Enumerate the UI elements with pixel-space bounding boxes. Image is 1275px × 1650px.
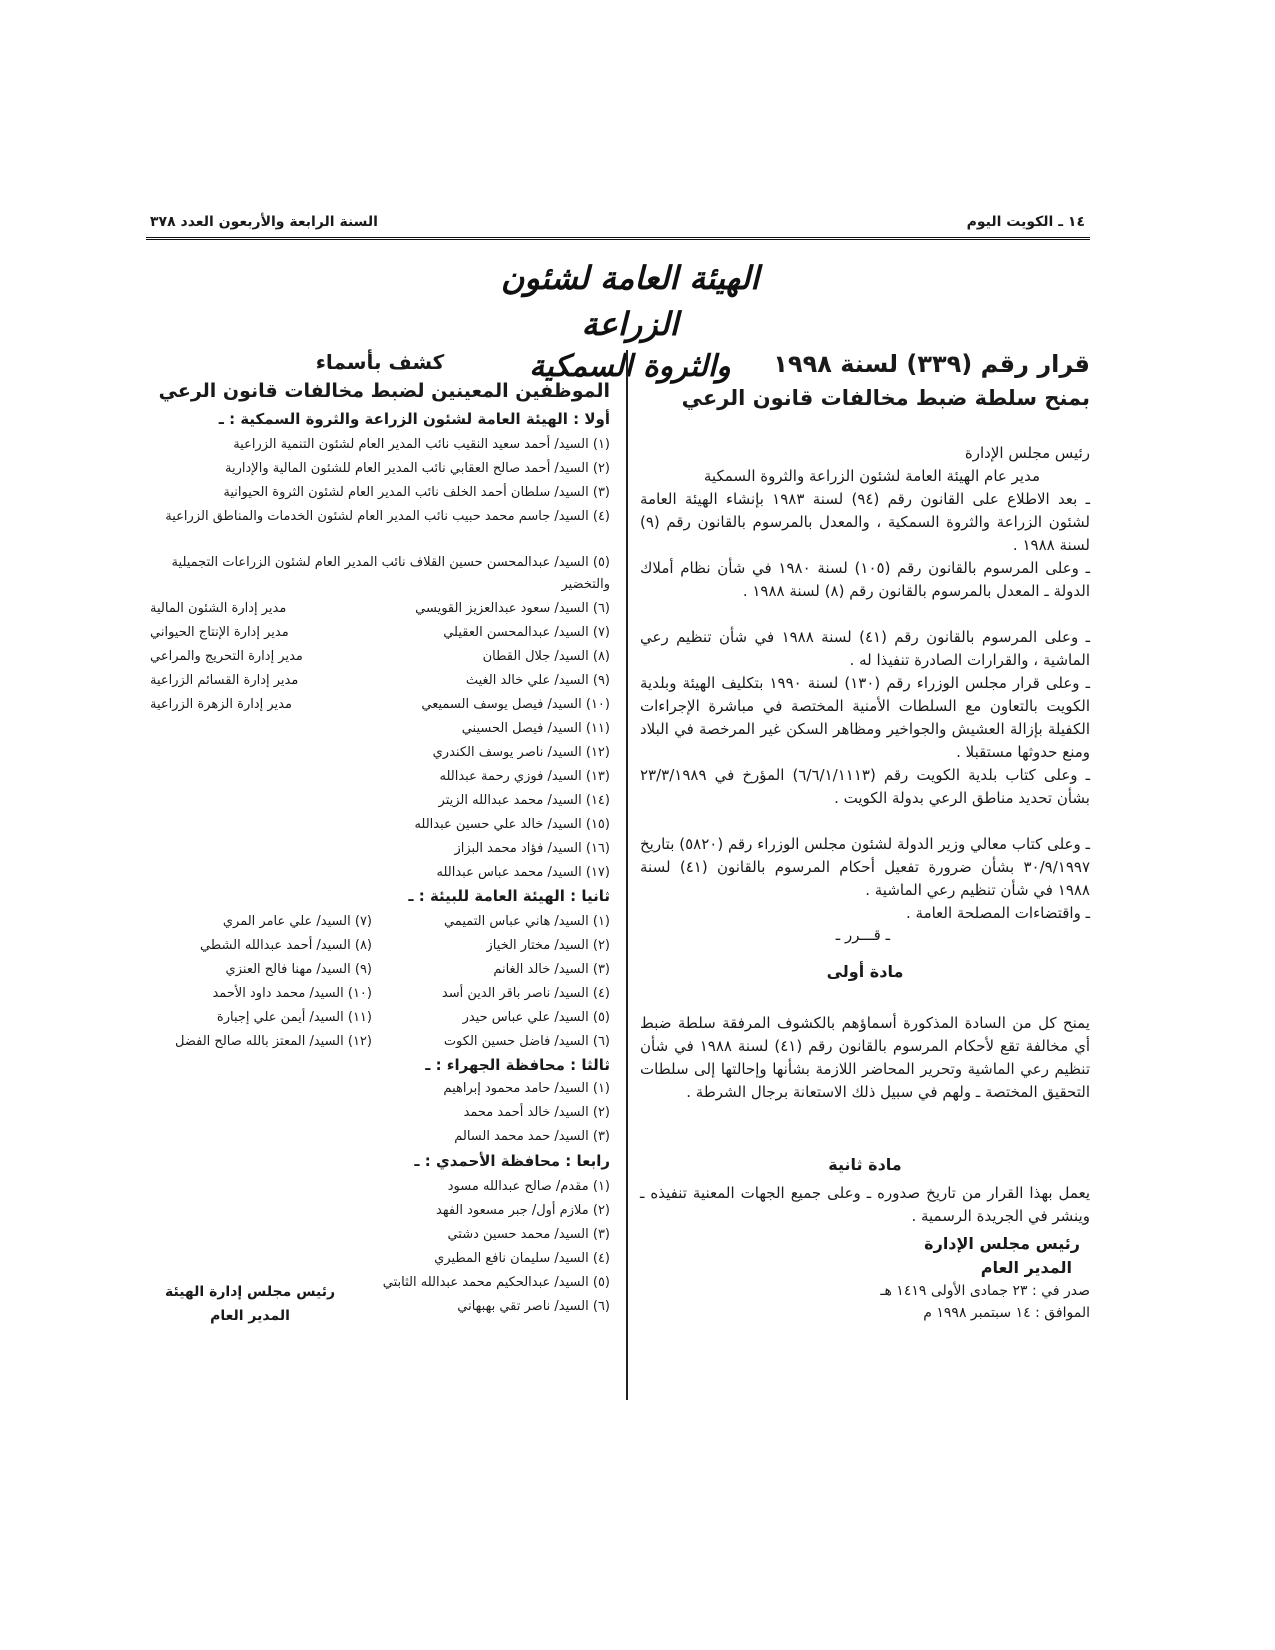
employee-name: (٨) السيد/ أحمد عبدالله الشطي [200, 938, 372, 953]
employee-name: (١٥) السيد/ خالد علي حسين عبدالله [414, 817, 610, 832]
employee-name: (٧) السيد/ عبدالمحسن العقيلي [443, 625, 610, 640]
employee-name: (٨) السيد/ جلال القطان [482, 649, 610, 664]
employee-name: (٥) السيد/ علي عباس حيدر [462, 1010, 610, 1025]
signature-title-2: المدير العام [980, 1258, 1072, 1277]
employee-name: (٢) ملازم أول/ جبر مسعود الفهد [436, 1203, 610, 1218]
employee-name: (١) السيد/ حامد محمود إبراهيم [443, 1081, 610, 1096]
employee-name: (٧) السيد/ علي عامر المري [222, 914, 372, 929]
list-item: (١) السيد/ أحمد سعيد النقيب نائب المدير العام لشئون التنمية الزراعية [233, 437, 610, 452]
issued-on: صدر في : ٢٣ جمادى الأولى ١٤١٩ هـ [880, 1283, 1090, 1299]
public-interest: ـ واقتضاءات المصلحة العامة . [906, 904, 1090, 922]
list-item: (٥) السيد/ عبدالمحسن حسين القلاف نائب المدير العام لشئون الزراعات التجميلية والتخضير [171, 555, 610, 592]
employee-name: (١٤) السيد/ محمد عبدالله الزيتر [438, 793, 610, 808]
roster-title: كشف بأسماء [315, 350, 445, 374]
corresponding-date: الموافق : ١٤ سبتمبر ١٩٩٨ م [923, 1305, 1090, 1321]
signature-title-2: المدير العام [210, 1308, 290, 1324]
issuer-line-2: مدير عام الهيئة العامة لشئون الزراعة والثروة السمكية [703, 467, 1040, 485]
employee-name: (٦) السيد/ فاضل حسين الكوت [443, 1034, 610, 1049]
employee-name: (٢) السيد/ خالد أحمد محمد [463, 1105, 610, 1120]
employee-title: مدير إدارة التحريج والمراعي [150, 649, 303, 664]
employee-name: (٣) السيد/ محمد حسين دشتي [447, 1227, 610, 1242]
employee-name: (٩) السيد/ علي خالد الغيث [465, 673, 610, 688]
header-rule [146, 237, 1090, 240]
issue-dates [640, 1280, 1090, 1324]
list-item: (٣) السيد/ سلطان أحمد الخلف نائب المدير العام لشئون الثروة الحيوانية [223, 485, 610, 500]
article-2-heading: مادة ثانية [828, 1155, 902, 1174]
column-divider [626, 350, 628, 1400]
employee-name: (٥) السيد/ عبدالحكيم محمد عبدالله الثابتي [382, 1275, 610, 1290]
decision-subtitle: بمنح سلطة ضبط مخالفات قانون الرعي [681, 386, 1090, 410]
employee-name: (٦) السيد/ سعود عبدالعزيز القويسي [415, 601, 610, 616]
employee-name: (١١) السيد/ فيصل الحسيني [461, 721, 610, 736]
employee-name: (٣) السيد/ خالد الغانم [493, 962, 610, 977]
employee-title: مدير إدارة الإنتاج الحيواني [150, 625, 289, 640]
employee-name: (١) السيد/ هاني عباس التميمي [443, 914, 610, 929]
preamble-item: ـ وعلى كتاب بلدية الكويت رقم (٦/٦/١/١١١٣) المؤرخ في ٢٣/٣/١٩٨٩ بشأن تحديد مناطق الرعي بدولة الكويت . [640, 766, 1090, 807]
employee-name: (١٠) السيد/ فيصل يوسف السميعي [421, 697, 610, 712]
employee-name: (١٦) السيد/ فؤاد محمد البزاز [454, 841, 610, 856]
issue-info: السنة الرابعة والأربعون العدد ٣٧٨ [150, 214, 378, 230]
employee-name: (١٢) السيد/ المعتز بالله صالح الفضل [175, 1034, 372, 1049]
employee-title: مدير إدارة الزهرة الزراعية [150, 697, 292, 712]
employee-name: (١٣) السيد/ فوزي رحمة عبدالله [439, 769, 610, 784]
employee-name: (٣) السيد/ حمد محمد السالم [454, 1129, 610, 1144]
employee-name: (١١) السيد/ أيمن علي إجبارة [216, 1010, 372, 1025]
signature-title-1: رئيس مجلس الإدارة [924, 1234, 1080, 1253]
employee-name: (٤) السيد/ سليمان نافع المطيري [434, 1251, 610, 1266]
list-item: (٢) السيد/ أحمد صالح العقابي نائب المدير العام للشئون المالية والإدارية [225, 461, 610, 476]
masthead-line-2: والثروة السمكية [529, 349, 731, 384]
preamble-item: ـ وعلى المرسوم بالقانون رقم (١٠٥) لسنة ١٩٨٠ في شأن نظام أملاك الدولة ـ المعدل بالمرسوم بالقانون رقم (٨) لسنة ١٩٨٨ . [640, 559, 1090, 600]
employee-title: مدير إدارة القسائم الزراعية [150, 673, 299, 688]
employee-name: (١) مقدم/ صالح عبدالله مسود [447, 1179, 610, 1194]
employee-name: (٢) السيد/ مختار الخياز [486, 938, 610, 953]
article-1-text: يمنح كل من السادة المذكورة أسماؤهم بالكشوف المرفقة سلطة ضبط أي مخالفة تقع لأحكام المرسوم بالقانون رقم (٤١) لسنة ١٩٨٨ في شأن تنظيم رعي الماشية وتحرير المحاضر اللازمة بشأنها وإحالتها إلى سلطات التحقيق المختصة ـ ولهم في سبيل ذلك الاستعانة برجال الشرطة . [640, 1014, 1090, 1101]
preamble-item: ـ وعلى كتاب معالي وزير الدولة لشئون مجلس الوزراء رقم (٥٨٢٠) بتاريخ ٣٠/٩/١٩٩٧ بشأن ضرورة تفعيل أحكام المرسوم بالقانون (٤١) لسنة ١٩٨٨ في شأن تنظيم رعي الماشية . [640, 835, 1091, 899]
article-2-text: يعمل بهذا القرار من تاريخ صدوره ـ وعلى جميع الجهات المعنية تنفيذه ـ وينشر في الجريدة الرسمية . [640, 1184, 1090, 1225]
decision-signature [640, 1232, 1090, 1280]
section-heading: ثانيا : الهيئة العامة للبيئة : ـ [408, 887, 610, 905]
preamble-item: ـ وعلى المرسوم بالقانون رقم (٤١) لسنة ١٩٨٨ في شأن تنظيم رعي الماشية ، والقرارات الصادرة تنفيذا له . [640, 628, 1090, 669]
page-number-header: ١٤ ـ الكويت اليوم [966, 214, 1085, 230]
issuer-line-1: رئيس مجلس الإدارة [964, 444, 1090, 462]
preamble-item: ـ بعد الاطلاع على القانون رقم (٩٤) لسنة ١٩٨٣ بإنشاء الهيئة العامة لشئون الزراعة والثروة السمكية ، والمعدل بالمرسوم بالقانون رقم (٩) لسنة ١٩٨٨ . [640, 490, 1090, 554]
article-1-heading: مادة أولى [826, 962, 904, 981]
roster-signature [150, 1280, 350, 1328]
section-heading: أولا : الهيئة العامة لشئون الزراعة والثروة السمكية : ـ [218, 410, 610, 428]
decides-line: ـ قـــرر ـ [835, 926, 890, 944]
signature-title-1: رئيس مجلس إدارة الهيئة [164, 1284, 336, 1300]
section-heading: رابعا : محافظة الأحمدي : ـ [414, 1152, 610, 1170]
list-item: (٤) السيد/ جاسم محمد حبيب نائب المدير العام لشئون الخدمات والمناطق الزراعية [165, 509, 610, 524]
section-heading: ثالثا : محافظة الجهراء : ـ [425, 1056, 610, 1074]
employee-name: (١٠) السيد/ محمد داود الأحمد [212, 986, 372, 1001]
masthead-line-1: الهيئة العامة لشئون الزراعة [500, 259, 760, 343]
decision-title: قرار رقم (٣٣٩) لسنة ١٩٩٨ [773, 350, 1090, 378]
employee-name: (١٢) السيد/ ناصر يوسف الكندري [432, 745, 610, 760]
employee-name: (٦) السيد/ ناصر تقي بهبهاني [457, 1299, 610, 1314]
roster-subtitle: الموظفين المعينين لضبط مخالفات قانون الرعي [158, 380, 610, 402]
employee-name: (٤) السيد/ ناصر باقر الدين أسد [441, 986, 610, 1001]
employee-name: (١٧) السيد/ محمد عباس عبدالله [436, 865, 610, 880]
employee-name: (٩) السيد/ مهنا فالح العنزي [225, 962, 372, 977]
preamble-item: ـ وعلى قرار مجلس الوزراء رقم (١٣٠) لسنة ١٩٩٠ بتكليف الهيئة وبلدية الكويت بالتعاون مع السلطات الأمنية المختصة في مباشرة الإجراءات الكفيلة بإزالة العشيش والجواخير ومظاهر السكن غير المرخصة في البلاد ومنع حدوثها مستقبلا . [640, 674, 1090, 761]
issuer-block [640, 442, 1090, 488]
employee-title: مدير إدارة الشئون المالية [150, 601, 287, 616]
